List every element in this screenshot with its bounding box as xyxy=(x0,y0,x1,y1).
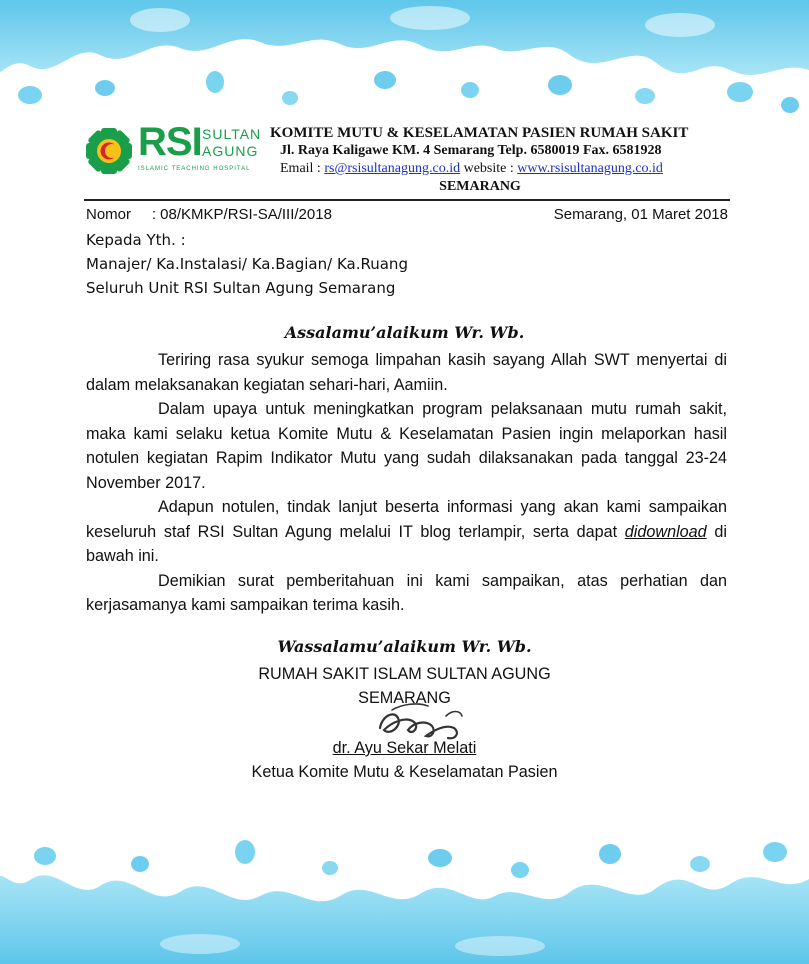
letterhead-divider xyxy=(84,199,730,201)
email-label: Email : xyxy=(280,161,321,176)
letter-date: Semarang, 01 Maret 2018 xyxy=(553,206,728,223)
download-link[interactable]: didownload xyxy=(624,522,707,541)
website-link[interactable]: www.rsisultanagung.co.id xyxy=(517,161,663,176)
letterhead xyxy=(84,120,734,198)
organization-address: Jl. Raya Kaligawe KM. 4 Semarang Telp. 6580019 Fax. 6581928 xyxy=(280,143,662,158)
closing-organization: RUMAH SAKIT ISLAM SULTAN AGUNG xyxy=(258,665,551,683)
paragraph-3-text-after: di bawah ini. xyxy=(86,522,727,565)
closing-city: SEMARANG xyxy=(358,689,451,707)
logo-subtitle: ISLAMIC TEACHING HOSPITAL xyxy=(138,166,251,172)
body-paragraph-4: Demikian surat pemberitahuan ini kami sampaikan, atas perhatian dan kerjasamanya kami sampaikan terima kasih. xyxy=(86,571,727,614)
organization-contact xyxy=(270,160,740,178)
logo-rsi-text: RSI xyxy=(138,120,202,164)
addressee-line-1: Kepada Yth. : xyxy=(86,231,186,249)
addressee-line-2: Manajer/ Ka.Instalasi/ Ka.Bagian/ Ka.Ruang xyxy=(86,255,408,273)
body-paragraph-3 xyxy=(86,495,727,569)
body-paragraph-1: Teriring rasa syukur semoga limpahan kasih sayang Allah SWT menyertai di dalam melaksanakan kegiatan sehari-hari, Aamiin. xyxy=(86,351,727,394)
letter-number: Nomor : 08/KMKP/RSI-SA/III/2018 xyxy=(86,206,332,223)
organization-city: SEMARANG xyxy=(439,179,521,194)
addressee-line-3: Seluruh Unit RSI Sultan Agung Semarang xyxy=(86,279,396,297)
handwritten-signature xyxy=(362,696,482,746)
organization-name: KOMITE MUTU & KESELAMATAN PASIEN RUMAH SAKIT xyxy=(270,125,689,141)
body-paragraph-2: Dalam upaya untuk meningkatkan program pelaksanaan mutu rumah sakit, maka kami selaku ketua Komite Mutu & Keselamatan Pasien ingin melaporkan hasil notulen kegiatan Rapim Indikator Mutu yang sudah dilaksanakan pada tanggal 23-24 November 2017. xyxy=(86,400,727,492)
closing-greeting: Wassalamu’alaikum Wr. Wb. xyxy=(277,637,532,656)
logo-sultan-agung-text xyxy=(202,126,261,160)
paragraph-3-text-before: Adapun notulen, tindak lanjut beserta informasi yang akan kami sampaikan keseluruh staf RSI Sultan Agung melalui IT blog terlampir, serta dapat xyxy=(86,498,727,541)
letter-meta xyxy=(86,205,728,225)
organization-info xyxy=(270,124,740,196)
letter-body xyxy=(86,348,727,618)
addressee-block xyxy=(86,228,408,300)
website-label: website : xyxy=(463,161,514,176)
hospital-logo xyxy=(84,120,264,184)
logo-line-agung: AGUNG xyxy=(202,143,259,159)
water-splash-bottom-decoration xyxy=(0,834,809,964)
water-splash-top-decoration xyxy=(0,0,809,125)
signer-name: dr. Ayu Sekar Melati xyxy=(332,739,477,757)
opening-greeting: Assalamu’alaikum Wr. Wb. xyxy=(284,323,525,342)
email-link[interactable]: rs@rsisultanagung.co.id xyxy=(324,161,461,176)
crescent-logo-icon xyxy=(84,126,134,176)
logo-line-sultan: SULTAN xyxy=(202,126,262,142)
signer-position: Ketua Komite Mutu & Keselamatan Pasien xyxy=(251,763,558,781)
